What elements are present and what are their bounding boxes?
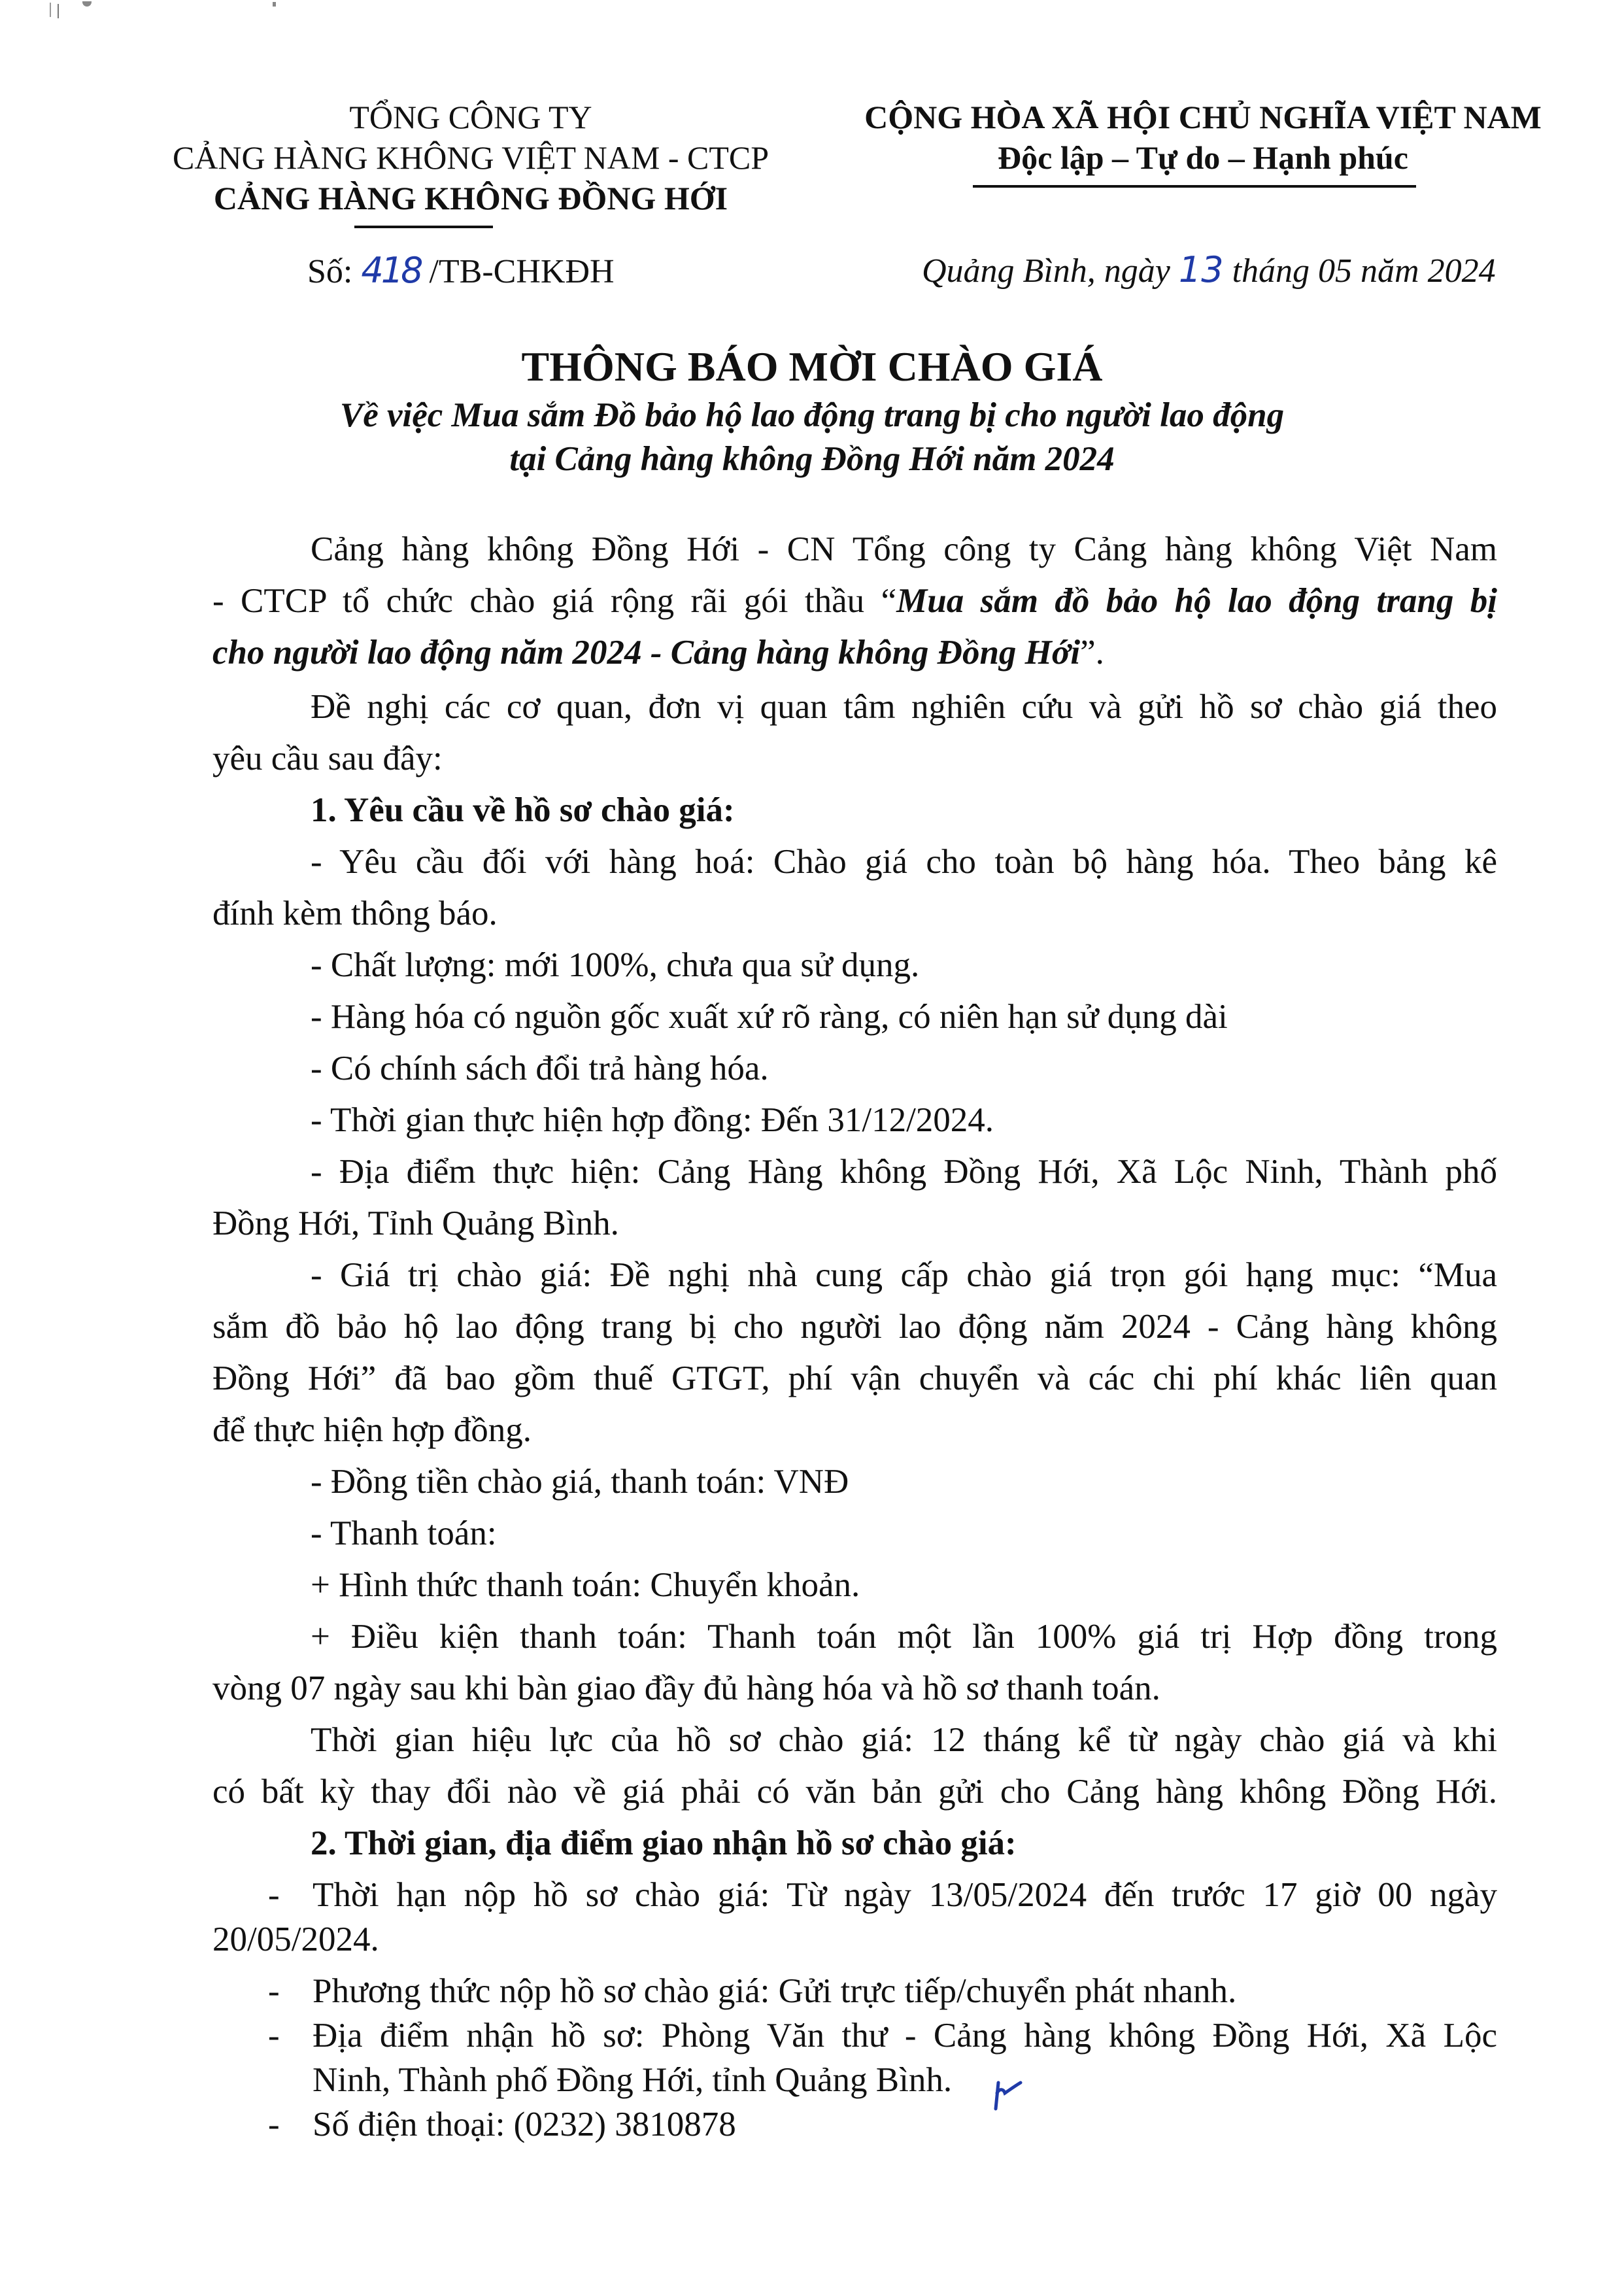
document-title: THÔNG BÁO MỜI CHÀO GIÁ [521, 343, 1103, 390]
doc-number-prefix: Số: [307, 253, 353, 290]
doc-number [307, 250, 615, 292]
delivery-line: Thời hạn nộp hồ sơ chào giá: Từ ngày 13/05/2024 đến trước 17 giờ 00 ngày [313, 1876, 1497, 1914]
delivery-line: Phương thức nộp hồ sơ chào giá: Gửi trực tiếp/chuyển phát nhanh. [313, 1972, 1237, 2010]
intro-line [212, 632, 1497, 674]
requirement-line: - Địa điểm thực hiện: Cảng Hàng không Đồng Hới, Xã Lộc Ninh, Thành phố [311, 1153, 1497, 1191]
scan-mark [50, 3, 51, 17]
parent-company-line1: TỔNG CÔNG TY [349, 99, 592, 135]
issue-date [922, 250, 1496, 292]
requirement-line: - Thời gian thực hiện hợp đồng: Đến 31/12/2024. [311, 1101, 994, 1139]
validity-line: Thời gian hiệu lực của hồ sơ chào giá: 12 tháng kể từ ngày chào giá và khi [311, 1721, 1497, 1759]
parent-company-line2: CẢNG HÀNG KHÔNG VIỆT NAM - CTCP [172, 139, 770, 176]
section1-heading: 1. Yêu cầu về hồ sơ chào giá: [311, 791, 735, 829]
requirement-line: - Yêu cầu đối với hàng hoá: Chào giá cho toàn bộ hàng hóa. Theo bảng kê [311, 843, 1497, 881]
bullet-dash: - [268, 1876, 280, 1914]
requirement-line: - Hàng hóa có nguồn gốc xuất xứ rõ ràng, có niên hạn sử dụng dài [311, 998, 1228, 1036]
requirement-line: - Chất lượng: mới 100%, chưa qua sử dụng. [311, 946, 920, 984]
requirement-line: - Thanh toán: [311, 1514, 497, 1552]
intro-line: yêu cầu sau đây: [212, 740, 443, 777]
requirement-line: + Hình thức thanh toán: Chuyển khoản. [311, 1566, 860, 1604]
requirement-line: để thực hiện hợp đồng. [212, 1411, 532, 1449]
bullet-dash: - [268, 2017, 280, 2055]
date-prefix: Quảng Bình, ngày [922, 252, 1170, 290]
issuing-organization: CẢNG HÀNG KHÔNG ĐỒNG HỚI [213, 180, 728, 216]
requirement-line: sắm đồ bảo hộ lao động trang bị cho người lao động năm 2024 - Cảng hàng không [212, 1308, 1497, 1346]
document-subtitle-line2: tại Cảng hàng không Đồng Hới năm 2024 [509, 440, 1115, 478]
date-suffix: tháng 05 năm 2024 [1232, 252, 1496, 290]
delivery-line: Địa điểm nhận hồ sơ: Phòng Văn thư - Cảng hàng không Đồng Hới, Xã Lộc [313, 2017, 1497, 2055]
package-name: Mua sắm đồ bảo hộ lao động trang bị [896, 582, 1498, 620]
requirement-line: - Giá trị chào giá: Đề nghị nhà cung cấp chào giá trọn gói hạng mục: “Mua [311, 1256, 1497, 1294]
doc-number-handwritten: 418 [361, 250, 421, 291]
delivery-line [313, 2059, 1497, 2101]
national-title: CỘNG HÒA XÃ HỘI CHỦ NGHĨA VIỆT NAM [864, 99, 1542, 135]
date-day-handwritten: 13 [1178, 249, 1224, 290]
header-left [170, 97, 771, 218]
section2-heading: 2. Thời gian, địa điểm giao nhận hồ sơ chào giá: [311, 1824, 1017, 1862]
requirement-line: - Có chính sách đổi trả hàng hóa. [311, 1049, 769, 1087]
requirement-line: vòng 07 ngày sau khi bàn giao đầy đủ hàng hóa và hồ sơ thanh toán. [212, 1669, 1160, 1707]
requirement-line: - Đồng tiền chào giá, thanh toán: VNĐ [311, 1463, 849, 1501]
header-right [843, 97, 1563, 178]
header-left-underline [354, 226, 493, 228]
address-text: Ninh, Thành phố Đồng Hới, tỉnh Quảng Bình. [313, 2061, 953, 2099]
phone-line: Số điện thoại: (0232) 3810878 [313, 2106, 736, 2143]
intro-text: - CTCP tổ chức chào giá rộng rãi gói thầu “ [212, 582, 897, 620]
intro-text: ”. [1080, 634, 1104, 672]
intro-line [212, 580, 1497, 622]
requirement-line: + Điều kiện thanh toán: Thanh toán một lần 100% giá trị Hợp đồng trong [311, 1618, 1497, 1656]
bullet-dash: - [268, 2106, 280, 2143]
requirement-line: Đồng Hới, Tỉnh Quảng Bình. [212, 1204, 619, 1242]
validity-line: có bất kỳ thay đổi nào về giá phải có văn bản gửi cho Cảng hàng không Đồng Hới. [212, 1773, 1497, 1811]
national-motto: Độc lập – Tự do – Hạnh phúc [998, 139, 1408, 176]
delivery-line: 20/05/2024. [212, 1920, 379, 1958]
scan-mark [273, 2, 276, 7]
header-right-underline [973, 185, 1416, 188]
scan-mark [82, 1, 92, 7]
document-subtitle-line1: Về việc Mua sắm Đồ bảo hộ lao động trang bị cho người lao động [339, 396, 1285, 434]
intro-line: Cảng hàng không Đồng Hới - CN Tổng công ty Cảng hàng không Việt Nam [311, 530, 1497, 568]
package-name: cho người lao động năm 2024 - Cảng hàng không Đồng Hới [212, 634, 1081, 672]
doc-number-suffix: /TB-CHKĐH [429, 253, 615, 290]
requirement-line: đính kèm thông báo. [212, 895, 498, 932]
scan-mark [58, 4, 59, 18]
requirement-line: Đồng Hới” đã bao gồm thuế GTGT, phí vận chuyển và các chi phí khác liên quan [212, 1359, 1497, 1397]
intro-line: Đề nghị các cơ quan, đơn vị quan tâm nghiên cứu và gửi hồ sơ chào giá theo [311, 688, 1497, 726]
bullet-dash: - [268, 1972, 280, 2010]
